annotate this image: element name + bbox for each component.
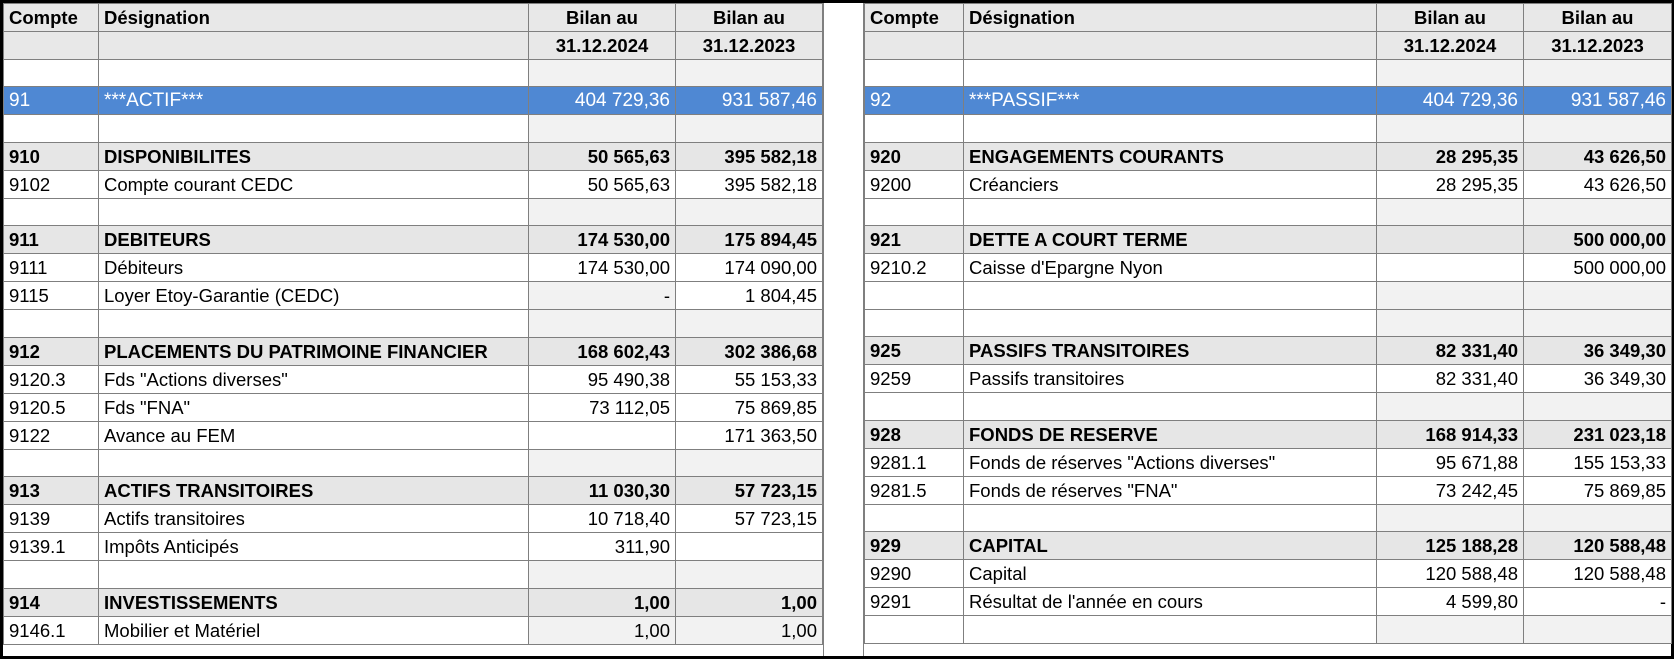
designation-cell <box>964 115 1377 142</box>
designation-cell <box>99 561 529 588</box>
designation-cell: DETTE A COURT TERME <box>964 226 1377 254</box>
header-row-2 <box>4 32 823 60</box>
value-2024-cell: 10 718,40 <box>529 505 676 533</box>
account-cell <box>865 60 964 87</box>
value-2023-cell <box>1524 282 1672 309</box>
designation-cell <box>964 282 1377 309</box>
designation-cell: ENGAGEMENTS COURANTS <box>964 142 1377 170</box>
header-designation: Désignation <box>964 4 1377 32</box>
header-empty <box>4 32 99 60</box>
designation-cell: ACTIFS TRANSITOIRES <box>99 477 529 505</box>
passif-row-929 <box>865 532 1672 560</box>
value-2023-cell <box>1524 60 1672 87</box>
designation-cell: FONDS DE RESERVE <box>964 420 1377 448</box>
designation-cell: ***ACTIF*** <box>99 87 529 115</box>
header-date-2023: 31.12.2023 <box>1524 32 1672 60</box>
designation-cell <box>964 393 1377 420</box>
value-2024-cell <box>529 60 676 87</box>
value-2024-cell: 174 530,00 <box>529 226 676 254</box>
actif-row-9146-1 <box>4 616 823 644</box>
header-designation: Désignation <box>99 4 529 32</box>
account-cell: 9102 <box>4 170 99 198</box>
value-2024-cell: 73 242,45 <box>1377 476 1524 504</box>
value-2024-cell: 404 729,36 <box>529 87 676 115</box>
account-cell: 929 <box>865 532 964 560</box>
value-2023-cell <box>1524 393 1672 420</box>
value-2023-cell: 75 869,85 <box>1524 476 1672 504</box>
header-bilan-2024: Bilan au <box>529 4 676 32</box>
value-2024-cell <box>529 115 676 142</box>
value-2023-cell: 43 626,50 <box>1524 142 1672 170</box>
passif-row-blank <box>865 115 1672 142</box>
value-2024-cell <box>529 561 676 588</box>
passif-row-9259 <box>865 365 1672 393</box>
actif-row-9139-1 <box>4 533 823 561</box>
value-2023-cell: 174 090,00 <box>676 254 823 282</box>
account-cell <box>865 616 964 643</box>
value-2023-cell: 231 023,18 <box>1524 420 1672 448</box>
header-bilan-2023: Bilan au <box>1524 4 1672 32</box>
passif-row-blank <box>865 616 1672 643</box>
value-2023-cell <box>676 310 823 337</box>
passif-row-92 <box>865 87 1672 115</box>
account-cell <box>865 115 964 142</box>
actif-table <box>3 3 823 645</box>
passif-row-921 <box>865 226 1672 254</box>
value-2024-cell: 125 188,28 <box>1377 532 1524 560</box>
value-2023-cell: 931 587,46 <box>1524 87 1672 115</box>
account-cell: 9139 <box>4 505 99 533</box>
value-2023-cell: 395 582,18 <box>676 170 823 198</box>
header-bilan-2024: Bilan au <box>1377 4 1524 32</box>
value-2024-cell <box>1377 226 1524 254</box>
designation-cell <box>99 60 529 87</box>
value-2023-cell <box>1524 198 1672 225</box>
actif-row-911 <box>4 226 823 254</box>
designation-cell: Créanciers <box>964 170 1377 198</box>
header-bilan-2023: Bilan au <box>676 4 823 32</box>
value-2024-cell <box>1377 60 1524 87</box>
account-cell: 9259 <box>865 365 964 393</box>
designation-cell: Actifs transitoires <box>99 505 529 533</box>
value-2023-cell: 57 723,15 <box>676 477 823 505</box>
passif-row-blank <box>865 309 1672 336</box>
value-2023-cell: 75 869,85 <box>676 393 823 421</box>
account-cell <box>4 60 99 87</box>
value-2024-cell: 82 331,40 <box>1377 337 1524 365</box>
value-2024-cell: 82 331,40 <box>1377 365 1524 393</box>
value-2024-cell: 95 490,38 <box>529 365 676 393</box>
value-2023-cell <box>676 60 823 87</box>
account-cell: 9210.2 <box>865 254 964 282</box>
account-cell: 9281.5 <box>865 476 964 504</box>
designation-cell <box>99 449 529 476</box>
account-cell: 92 <box>865 87 964 115</box>
account-cell: 9122 <box>4 421 99 449</box>
passif-row-blank <box>865 393 1672 420</box>
account-cell <box>865 282 964 309</box>
value-2023-cell <box>676 115 823 142</box>
value-2024-cell: - <box>529 282 676 310</box>
passif-row-9291 <box>865 588 1672 616</box>
account-cell <box>865 309 964 336</box>
account-cell: 911 <box>4 226 99 254</box>
account-cell: 9200 <box>865 170 964 198</box>
designation-cell: Fonds de réserves "Actions diverses" <box>964 448 1377 476</box>
actif-row-9122 <box>4 421 823 449</box>
value-2023-cell <box>676 561 823 588</box>
account-cell: 9120.5 <box>4 393 99 421</box>
header-compte: Compte <box>4 4 99 32</box>
header-row-1 <box>4 4 823 32</box>
account-cell: 9146.1 <box>4 616 99 644</box>
actif-row-91 <box>4 87 823 115</box>
actif-row-blank <box>4 198 823 225</box>
value-2024-cell: 404 729,36 <box>1377 87 1524 115</box>
designation-cell: Loyer Etoy-Garantie (CEDC) <box>99 282 529 310</box>
designation-cell: Compte courant CEDC <box>99 170 529 198</box>
designation-cell <box>99 198 529 225</box>
value-2024-cell <box>1377 282 1524 309</box>
value-2023-cell: 1,00 <box>676 588 823 616</box>
value-2023-cell: 500 000,00 <box>1524 254 1672 282</box>
value-2023-cell <box>1524 504 1672 531</box>
value-2023-cell: 1,00 <box>676 616 823 644</box>
value-2023-cell: 931 587,46 <box>676 87 823 115</box>
account-cell <box>865 198 964 225</box>
value-2023-cell: 120 588,48 <box>1524 532 1672 560</box>
value-2023-cell: 36 349,30 <box>1524 337 1672 365</box>
value-2024-cell <box>1377 115 1524 142</box>
value-2024-cell: 120 588,48 <box>1377 560 1524 588</box>
designation-cell: Impôts Anticipés <box>99 533 529 561</box>
value-2024-cell <box>1377 198 1524 225</box>
value-2023-cell: 302 386,68 <box>676 337 823 365</box>
account-cell <box>4 115 99 142</box>
account-cell <box>865 393 964 420</box>
account-cell: 9115 <box>4 282 99 310</box>
designation-cell: INVESTISSEMENTS <box>99 588 529 616</box>
value-2024-cell <box>1377 504 1524 531</box>
account-cell <box>4 198 99 225</box>
passif-row-9210-2 <box>865 254 1672 282</box>
value-2023-cell: - <box>1524 588 1672 616</box>
designation-cell: Passifs transitoires <box>964 365 1377 393</box>
passif-row-920 <box>865 142 1672 170</box>
account-cell: 9281.1 <box>865 448 964 476</box>
value-2024-cell <box>529 198 676 225</box>
actif-row-blank <box>4 60 823 87</box>
designation-cell: DEBITEURS <box>99 226 529 254</box>
account-cell: 910 <box>4 142 99 170</box>
value-2023-cell: 120 588,48 <box>1524 560 1672 588</box>
value-2024-cell <box>529 310 676 337</box>
passif-row-blank <box>865 198 1672 225</box>
passif-row-9281-5 <box>865 476 1672 504</box>
value-2023-cell: 36 349,30 <box>1524 365 1672 393</box>
designation-cell: Mobilier et Matériel <box>99 616 529 644</box>
value-2023-cell <box>1524 115 1672 142</box>
account-cell: 9291 <box>865 588 964 616</box>
designation-cell: CAPITAL <box>964 532 1377 560</box>
designation-cell: ***PASSIF*** <box>964 87 1377 115</box>
passif-row-9200 <box>865 170 1672 198</box>
designation-cell: Fds "Actions diverses" <box>99 365 529 393</box>
value-2024-cell: 1,00 <box>529 616 676 644</box>
actif-row-9115 <box>4 282 823 310</box>
value-2023-cell <box>676 198 823 225</box>
value-2024-cell: 28 295,35 <box>1377 142 1524 170</box>
value-2023-cell <box>1524 616 1672 643</box>
account-cell: 920 <box>865 142 964 170</box>
account-cell: 913 <box>4 477 99 505</box>
actif-row-914 <box>4 588 823 616</box>
passif-row-blank <box>865 504 1672 531</box>
passif-row-928 <box>865 420 1672 448</box>
actif-row-9102 <box>4 170 823 198</box>
value-2024-cell: 1,00 <box>529 588 676 616</box>
account-cell: 9290 <box>865 560 964 588</box>
actif-row-9139 <box>4 505 823 533</box>
column-gap <box>823 3 864 656</box>
designation-cell: Débiteurs <box>99 254 529 282</box>
account-cell: 9120.3 <box>4 365 99 393</box>
header-date-2024: 31.12.2024 <box>1377 32 1524 60</box>
passif-row-blank <box>865 282 1672 309</box>
designation-cell: Fds "FNA" <box>99 393 529 421</box>
designation-cell: Fonds de réserves "FNA" <box>964 476 1377 504</box>
actif-row-blank <box>4 115 823 142</box>
value-2023-cell: 55 153,33 <box>676 365 823 393</box>
account-cell: 9111 <box>4 254 99 282</box>
designation-cell <box>99 310 529 337</box>
value-2023-cell: 155 153,33 <box>1524 448 1672 476</box>
value-2024-cell: 95 671,88 <box>1377 448 1524 476</box>
header-empty <box>99 32 529 60</box>
value-2024-cell: 11 030,30 <box>529 477 676 505</box>
value-2023-cell: 43 626,50 <box>1524 170 1672 198</box>
value-2024-cell: 50 565,63 <box>529 142 676 170</box>
designation-cell <box>964 198 1377 225</box>
account-cell <box>4 310 99 337</box>
value-2023-cell: 1 804,45 <box>676 282 823 310</box>
account-cell: 928 <box>865 420 964 448</box>
value-2024-cell: 28 295,35 <box>1377 170 1524 198</box>
actif-row-9111 <box>4 254 823 282</box>
value-2024-cell: 174 530,00 <box>529 254 676 282</box>
value-2023-cell <box>676 449 823 476</box>
header-empty <box>865 32 964 60</box>
passif-table <box>864 3 1672 644</box>
account-cell <box>4 561 99 588</box>
actif-row-blank <box>4 310 823 337</box>
account-cell: 9139.1 <box>4 533 99 561</box>
designation-cell <box>964 504 1377 531</box>
actif-row-913 <box>4 477 823 505</box>
value-2023-cell: 395 582,18 <box>676 142 823 170</box>
account-cell: 925 <box>865 337 964 365</box>
designation-cell <box>964 616 1377 643</box>
designation-cell <box>964 309 1377 336</box>
value-2024-cell <box>529 449 676 476</box>
value-2024-cell <box>529 421 676 449</box>
value-2024-cell: 168 914,33 <box>1377 420 1524 448</box>
value-2024-cell <box>1377 309 1524 336</box>
value-2024-cell: 311,90 <box>529 533 676 561</box>
value-2024-cell: 168 602,43 <box>529 337 676 365</box>
value-2024-cell <box>1377 393 1524 420</box>
header-row-1 <box>865 4 1672 32</box>
account-cell: 914 <box>4 588 99 616</box>
designation-cell: DISPONIBILITES <box>99 142 529 170</box>
account-cell <box>4 449 99 476</box>
passif-row-9290 <box>865 560 1672 588</box>
value-2024-cell <box>1377 254 1524 282</box>
actif-row-blank <box>4 561 823 588</box>
designation-cell: Capital <box>964 560 1377 588</box>
actif-row-912 <box>4 337 823 365</box>
passif-row-9281-1 <box>865 448 1672 476</box>
actif-row-9120-3 <box>4 365 823 393</box>
value-2023-cell: 500 000,00 <box>1524 226 1672 254</box>
value-2024-cell: 50 565,63 <box>529 170 676 198</box>
value-2023-cell <box>676 533 823 561</box>
value-2024-cell: 73 112,05 <box>529 393 676 421</box>
header-date-2024: 31.12.2024 <box>529 32 676 60</box>
actif-row-blank <box>4 449 823 476</box>
actif-row-910 <box>4 142 823 170</box>
passif-row-925 <box>865 337 1672 365</box>
designation-cell <box>99 115 529 142</box>
account-cell: 921 <box>865 226 964 254</box>
account-cell: 91 <box>4 87 99 115</box>
designation-cell: Caisse d'Epargne Nyon <box>964 254 1377 282</box>
value-2023-cell: 171 363,50 <box>676 421 823 449</box>
designation-cell: PLACEMENTS DU PATRIMOINE FINANCIER <box>99 337 529 365</box>
account-cell: 912 <box>4 337 99 365</box>
account-cell <box>865 504 964 531</box>
value-2023-cell <box>1524 309 1672 336</box>
header-row-2 <box>865 32 1672 60</box>
value-2024-cell: 4 599,80 <box>1377 588 1524 616</box>
actif-body <box>4 4 823 645</box>
value-2024-cell <box>1377 616 1524 643</box>
passif-body <box>865 4 1672 644</box>
value-2023-cell: 57 723,15 <box>676 505 823 533</box>
designation-cell: PASSIFS TRANSITOIRES <box>964 337 1377 365</box>
passif-row-blank <box>865 60 1672 87</box>
actif-row-9120-5 <box>4 393 823 421</box>
designation-cell <box>964 60 1377 87</box>
designation-cell: Résultat de l'année en cours <box>964 588 1377 616</box>
header-date-2023: 31.12.2023 <box>676 32 823 60</box>
designation-cell: Avance au FEM <box>99 421 529 449</box>
value-2023-cell: 175 894,45 <box>676 226 823 254</box>
header-empty <box>964 32 1377 60</box>
header-compte: Compte <box>865 4 964 32</box>
